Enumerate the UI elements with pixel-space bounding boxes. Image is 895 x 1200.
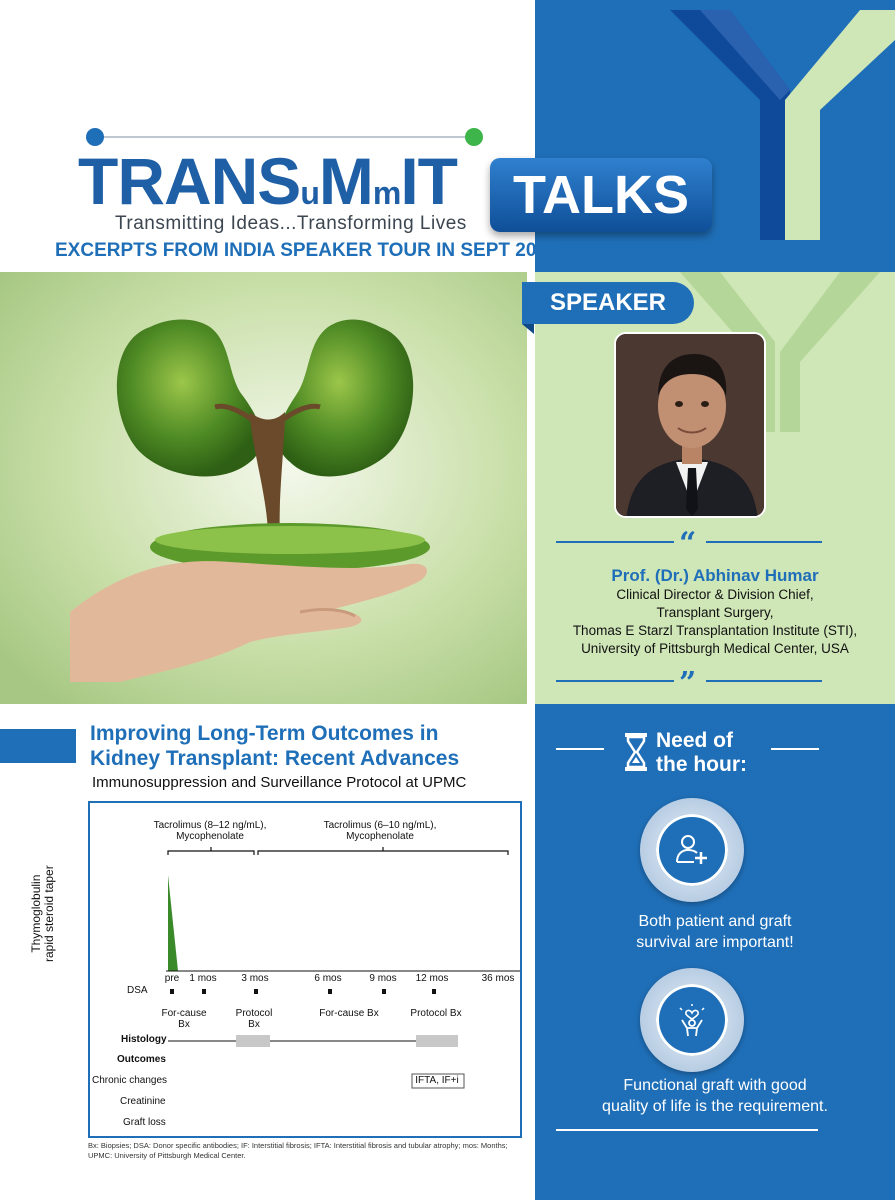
brand-dot-green	[465, 128, 483, 146]
wellbeing-icon-badge	[640, 968, 744, 1072]
timepoint-label: 12 mos	[415, 973, 449, 984]
dsa-marker	[254, 989, 258, 994]
need-bottom-rule	[556, 1129, 818, 1131]
article-title-line2: Kidney Transplant: Recent Advances	[90, 747, 460, 770]
speaker-role-line: Transplant Surgery,	[656, 605, 774, 620]
close-quote-icon: ”	[679, 666, 697, 701]
chart-footnote: Bx: Biopsies; DSA: Donor specific antibodies; IF: Interstitial fibrosis; IFTA: Interstitial fibrosis and tubular atrophy; mos: Months; UPMC: University of Pittsburgh Medical Center.	[88, 1141, 508, 1160]
regimen-brackets	[168, 847, 508, 855]
speaker-role-line: University of Pittsburgh Medical Center, USA	[581, 641, 849, 656]
chronic-changes-text: IFTA, IF+i	[415, 1075, 459, 1086]
regimen-bracket	[258, 851, 508, 855]
hourglass-icon	[624, 732, 648, 772]
article-subtitle: Immunosuppression and Surveillance Protocol at UPMC	[92, 774, 467, 791]
timepoint-label: 3 mos	[241, 973, 269, 984]
speaker-photo	[614, 332, 766, 518]
regimen-label: Tacrolimus (8–12 ng/mL),	[153, 820, 267, 831]
article-title-line1: Improving Long-Term Outcomes in	[90, 722, 439, 745]
kidney-tree-illustration	[0, 272, 527, 704]
brand-rule	[95, 136, 475, 138]
patient-add-icon-badge	[640, 798, 744, 902]
speaker-role-line: Clinical Director & Division Chief,	[616, 587, 814, 602]
wellbeing-icon-disc	[656, 984, 728, 1056]
dsa-label: DSA	[127, 985, 148, 996]
need-title: Need of the hour:	[656, 729, 747, 776]
need-point-2: Functional graft with good quality of life is the requirement.	[602, 1077, 828, 1115]
biopsy-label: For-cause	[161, 1008, 207, 1019]
excerpts-heading: EXCERPTS FROM INDIA SPEAKER TOUR IN SEPT 2022	[55, 240, 558, 261]
dsa-marker	[382, 989, 386, 994]
regimen-label: Mycophenolate	[176, 831, 244, 842]
need-rule-left	[556, 748, 604, 750]
timepoint-label: 9 mos	[369, 973, 397, 984]
protocol-chart	[88, 801, 522, 1138]
timepoint-label: 1 mos	[189, 973, 217, 984]
dsa-marker	[202, 989, 206, 994]
need-rule-right	[771, 748, 819, 750]
regimen-label: Tacrolimus (6–10 ng/mL),	[323, 820, 437, 831]
talks-badge: TALKS	[490, 158, 712, 232]
dsa-marker	[432, 989, 436, 994]
speaker-role-line: Thomas E Starzl Transplantation Institute (STI),	[572, 623, 858, 638]
speaker-label: SPEAKER	[522, 282, 694, 324]
open-quote-icon: “	[679, 526, 697, 561]
row-label-graft-loss: Graft loss	[123, 1117, 166, 1128]
brand-tagline: Transmitting Ideas...Transforming Lives	[115, 213, 467, 234]
row-label-histology: Histology	[121, 1034, 167, 1045]
dsa-marker	[328, 989, 332, 994]
timepoint-label: 36 mos	[481, 973, 515, 984]
biopsy-label: Bx	[248, 1019, 260, 1030]
biopsy-label: For-cause Bx	[319, 1008, 379, 1019]
row-label-outcomes: Outcomes	[117, 1054, 166, 1065]
biopsy-label: Bx	[178, 1019, 190, 1030]
quote-rule-top-right	[706, 541, 822, 543]
patient-add-icon	[674, 832, 710, 868]
dsa-markers	[170, 989, 436, 994]
quote-rule-bottom-right	[706, 680, 822, 682]
dsa-marker	[170, 989, 174, 994]
row-label-creatinine: Creatinine	[120, 1096, 166, 1107]
need-point-1: Both patient and graft survival are important!	[636, 913, 794, 951]
speaker-label-notch	[522, 324, 534, 334]
timepoint-label: 6 mos	[314, 973, 342, 984]
protocol-chart-svg	[90, 803, 524, 1140]
chart-y-label: Thymoglobulin rapid steroid taper	[29, 865, 56, 962]
quote-rule-top-left	[556, 541, 674, 543]
protocol-biopsy-bar-12mos	[416, 1035, 458, 1047]
regimen-bracket	[168, 851, 254, 855]
wellbeing-heart-person-icon	[674, 1002, 710, 1038]
patient-add-icon-disc	[656, 814, 728, 886]
quote-rule-bottom-left	[556, 680, 674, 682]
protocol-biopsy-bar-3mos	[236, 1035, 270, 1047]
brand-wordmark: TRANSuMmIT	[78, 144, 457, 218]
timepoint-label: pre	[164, 973, 180, 984]
biopsy-label: Protocol Bx	[410, 1008, 462, 1019]
thymoglobulin-taper-mark	[168, 875, 178, 971]
regimen-label: Mycophenolate	[346, 831, 414, 842]
row-label-chronic: Chronic changes	[92, 1075, 168, 1086]
speaker-name: Prof. (Dr.) Abhinav Humar	[611, 566, 819, 585]
biopsy-label: Protocol	[235, 1008, 273, 1019]
section-accent-bar	[0, 729, 76, 763]
